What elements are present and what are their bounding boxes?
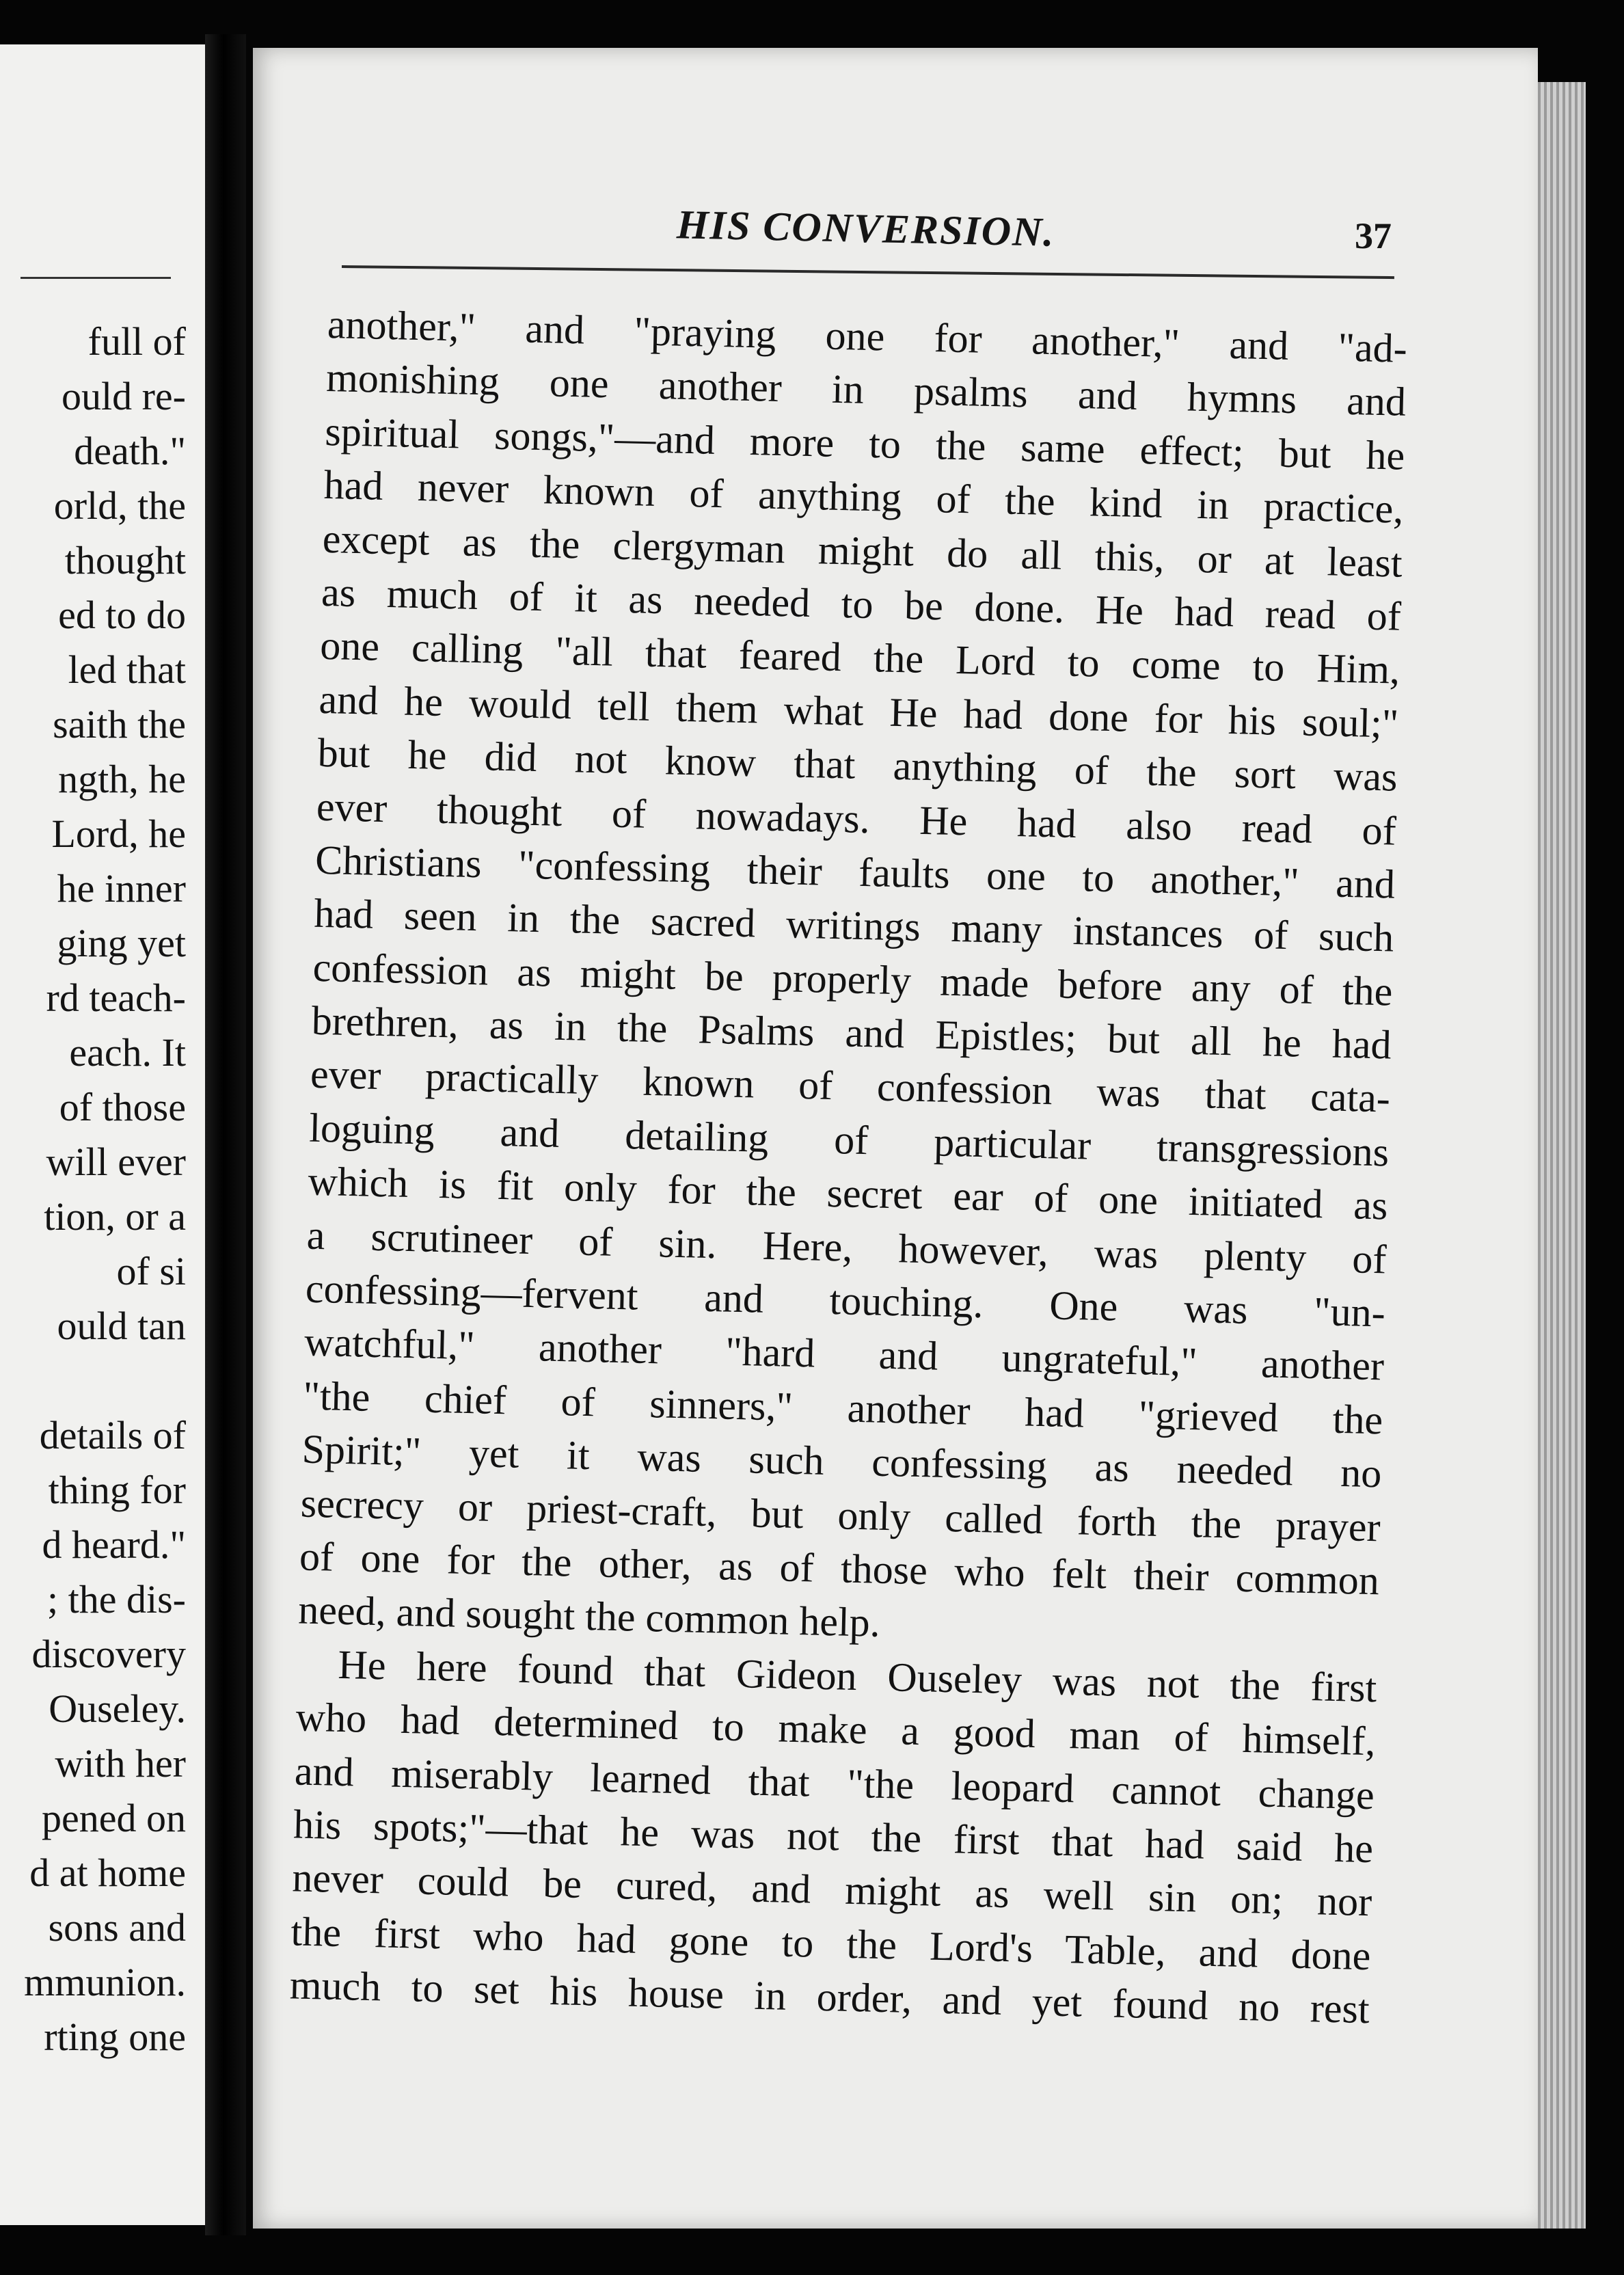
text-line: confession as might be properly made before any of the xyxy=(312,944,1394,1014)
running-title: HIS CONVERSION. xyxy=(676,202,1056,255)
text-line: watchful," another "hard and ungrateful," another xyxy=(303,1319,1385,1389)
main-page xyxy=(253,48,1538,2229)
text-line: and he would tell them what He had done for his soul;" xyxy=(318,676,1400,746)
facing-line: sons and xyxy=(48,1905,186,1950)
text-line: never could be cured, and might as well sin on; nor xyxy=(291,1855,1372,1925)
facing-line: d heard." xyxy=(42,1522,186,1567)
facing-line: he inner xyxy=(57,866,186,911)
text-line: ever practically known of confession was that cata- xyxy=(310,1051,1391,1122)
facing-line: rting one xyxy=(44,2015,186,2059)
facing-line: details of xyxy=(39,1413,186,1457)
facing-line: ngth, he xyxy=(58,757,186,801)
facing-line: death." xyxy=(74,429,186,473)
text-line: as much of it as needed to be done. He had read of xyxy=(321,569,1402,639)
page-block-edge xyxy=(1538,82,1586,2229)
text-line: monishing one another in psalms and hymns and xyxy=(325,355,1407,425)
text-line: which is fit only for the secret ear of one initiated as xyxy=(307,1158,1389,1228)
text-line: another," and "praying one for another," and "ad- xyxy=(327,301,1408,371)
text-line: much to set his house in order, and yet found no rest xyxy=(289,1962,1370,2032)
facing-line: full of xyxy=(87,319,186,364)
text-line: had never known of anything of the kind in practice, xyxy=(323,462,1405,532)
facing-line: ould tan xyxy=(57,1304,186,1348)
text-line: except as the clergyman might do all this, or at least xyxy=(322,515,1403,586)
paragraph-1 xyxy=(298,297,1408,1661)
text-line: his spots;"—that he was not the first that had said he xyxy=(293,1801,1374,1872)
text-line: spiritual songs,"—and more to the same effect; but he xyxy=(324,408,1405,479)
facing-line: will ever xyxy=(46,1140,186,1184)
facing-line: saith the xyxy=(53,702,186,746)
text-line: who had determined to make a good man of himself, xyxy=(295,1694,1377,1764)
text-line: a scrutineer of sin. Here, however, was plenty of xyxy=(306,1212,1388,1282)
facing-line: d at home xyxy=(29,1850,186,1895)
text-line: had seen in the sacred writings many instances of such xyxy=(313,891,1394,960)
body-text xyxy=(289,297,1408,2036)
text-line: brethren, as in the Psalms and Epistles; but all he had xyxy=(311,997,1392,1068)
facing-line: thought xyxy=(64,538,186,582)
facing-line: ; the dis- xyxy=(47,1577,186,1621)
facing-page-left xyxy=(0,44,215,2225)
facing-line: with her xyxy=(55,1741,186,1786)
text-line: the first who had gone to the Lord's Table, and done xyxy=(290,1909,1372,1978)
book-gutter xyxy=(205,34,246,2235)
text-line: "the chief of sinners," another had "grieved the xyxy=(302,1373,1383,1443)
facing-line: mmunion. xyxy=(24,1960,186,2004)
text-line: secrecy or priest-craft, but only called forth the prayer xyxy=(300,1480,1381,1550)
facing-page-head-rule xyxy=(21,277,171,279)
text-line: of one for the other, as of those who felt their common xyxy=(299,1533,1380,1604)
facing-line: Lord, he xyxy=(51,811,186,856)
paragraph-2 xyxy=(289,1637,1377,2036)
facing-line: led that xyxy=(68,647,186,692)
text-line: Christians "confessing their faults one to another," and xyxy=(314,837,1396,907)
facing-line: rd teach- xyxy=(46,975,186,1020)
text-line: but he did not know that anything of the sort was xyxy=(317,729,1398,800)
text-line: He here found that Gideon Ouseley was not the first xyxy=(337,1641,1377,1711)
text-line: and miserably learned that "the leopard cannot change xyxy=(294,1748,1375,1818)
facing-line: pened on xyxy=(42,1796,186,1840)
facing-line: of si xyxy=(116,1249,186,1293)
facing-line: orld, the xyxy=(53,483,186,528)
text-line: confessing—fervent and touching. One was "un- xyxy=(305,1265,1386,1336)
facing-line: each. It xyxy=(69,1030,186,1075)
facing-line: ging yet xyxy=(57,921,186,965)
facing-line: Ouseley. xyxy=(49,1686,186,1731)
text-line: loguing and detailing of particular transgressions xyxy=(308,1105,1390,1175)
text-line: Spirit;" yet it was such confessing as needed no xyxy=(301,1426,1383,1496)
facing-line: of those xyxy=(59,1085,186,1129)
facing-line: ould re- xyxy=(62,374,186,418)
facing-line: thing for xyxy=(48,1468,186,1512)
running-head xyxy=(253,202,1538,273)
text-line: one calling "all that feared the Lord to come to Him, xyxy=(319,623,1400,693)
text-line: need, and sought the common help. xyxy=(297,1587,881,1646)
facing-line: tion, or a xyxy=(44,1194,186,1239)
facing-line: discovery xyxy=(31,1632,186,1676)
text-line: ever thought of nowadays. He had also read of xyxy=(316,783,1397,854)
page-number: 37 xyxy=(1355,215,1392,256)
facing-page-text xyxy=(0,314,186,2064)
facing-line: ed to do xyxy=(58,593,186,637)
